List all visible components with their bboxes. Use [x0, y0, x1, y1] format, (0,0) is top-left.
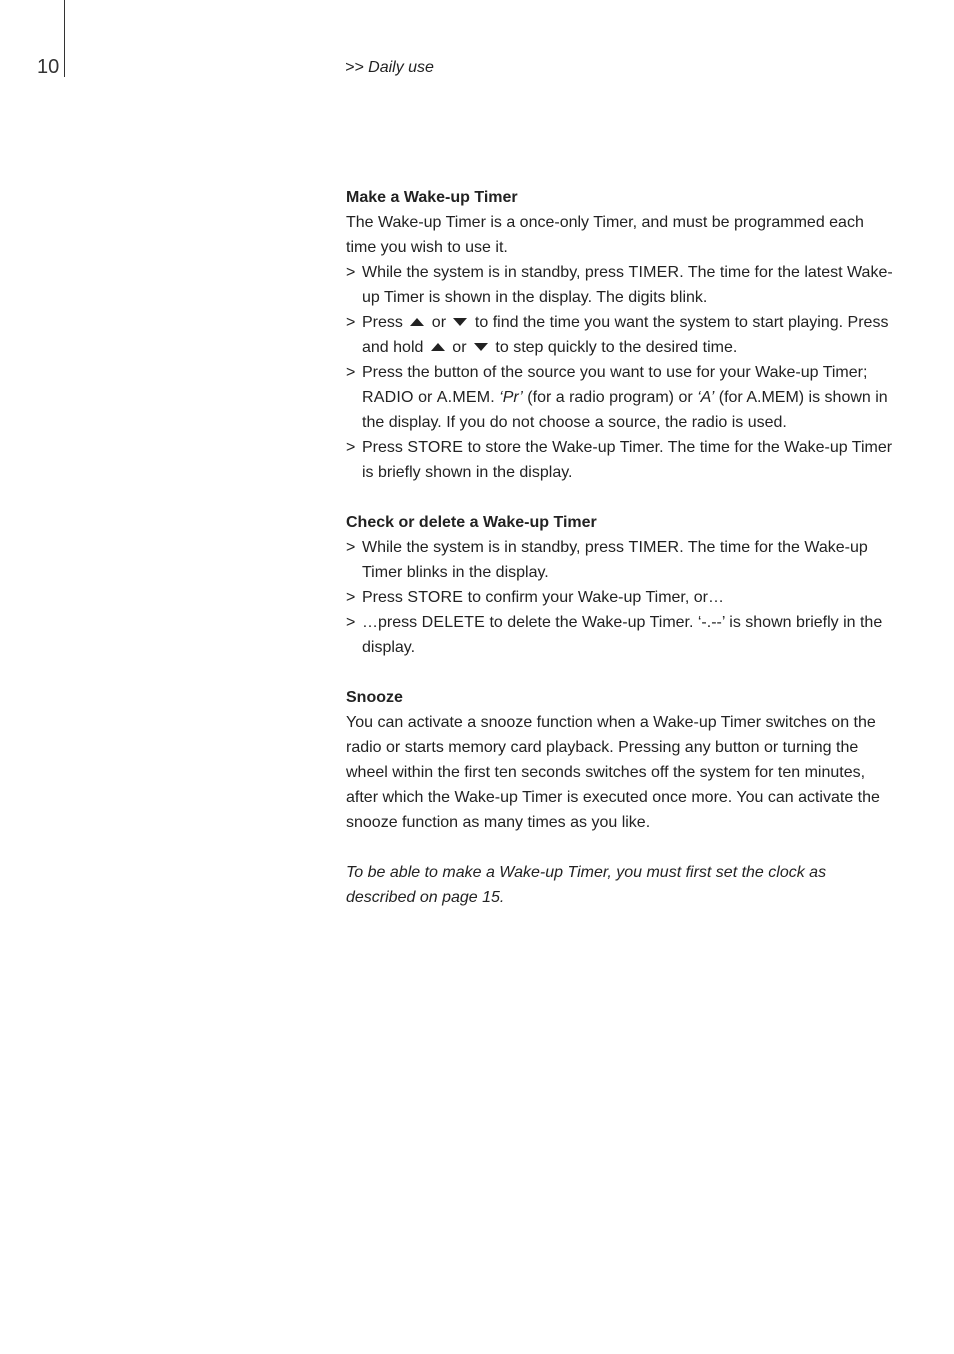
make-step-2: > Press or to find the time you want the system to start playing. Press and hold or to step quickly to the desired time. — [346, 314, 889, 356]
check-step-2: > Press STORE to confirm your Wake-up Timer, or… — [346, 589, 724, 606]
heading-make-timer: Make a Wake-up Timer — [346, 189, 518, 206]
section-header: >> Daily use — [345, 59, 434, 76]
make-step-1: > While the system is in standby, press TIMER. The time for the latest Wake-up Timer is shown in the display. The digits blink. — [346, 264, 893, 306]
up-arrow-icon — [431, 343, 445, 351]
key-delete: DELETE — [421, 614, 486, 631]
key-store: STORE — [407, 589, 464, 606]
key-timer: TIMER — [628, 264, 680, 281]
display-pr: ‘Pr’ — [499, 389, 523, 406]
up-arrow-icon — [410, 318, 424, 326]
make-step-3: > Press the button of the source you want to use for your Wake-up Timer; RADIO or A.MEM. ‘Pr’ (for a radio program) or ‘A’ (for A.MEM) is shown in the display. If you do not choose a source, the radio is used. — [346, 364, 888, 431]
snooze-text: You can activate a snooze function when a Wake-up Timer switches on the radio or starts memory card playback. Pressing any button or turning the wheel within the first ten seconds switches off the system for ten minutes, after which the Wake-up Timer is executed once more. You can activate the snooze function as many times as you like. — [346, 714, 880, 831]
display-a: ‘A’ — [697, 389, 715, 406]
key-timer: TIMER — [628, 539, 680, 556]
make-timer-intro: The Wake-up Timer is a once-only Timer, and must be programmed each time you wish to use it. — [346, 214, 864, 256]
check-step-3: > …press DELETE to delete the Wake-up Timer. ‘-.--’ is shown briefly in the display. — [346, 614, 883, 656]
page-number: 10 — [37, 56, 60, 78]
key-store: STORE — [407, 439, 464, 456]
margin-rule — [64, 0, 65, 77]
heading-check-delete: Check or delete a Wake-up Timer — [346, 514, 597, 531]
make-step-4: > Press STORE to store the Wake-up Timer. The time for the Wake-up Timer is briefly shown in the display. — [346, 439, 893, 481]
key-amem: A.MEM — [436, 389, 491, 406]
down-arrow-icon — [474, 343, 488, 351]
clock-note: To be able to make a Wake-up Timer, you must first set the clock as described on page 15. — [346, 864, 827, 906]
down-arrow-icon — [453, 318, 467, 326]
heading-snooze: Snooze — [346, 689, 403, 706]
key-radio: RADIO — [362, 389, 414, 406]
check-step-1: > While the system is in standby, press TIMER. The time for the Wake-up Timer blinks in the display. — [346, 539, 868, 581]
main-content — [346, 185, 894, 910]
